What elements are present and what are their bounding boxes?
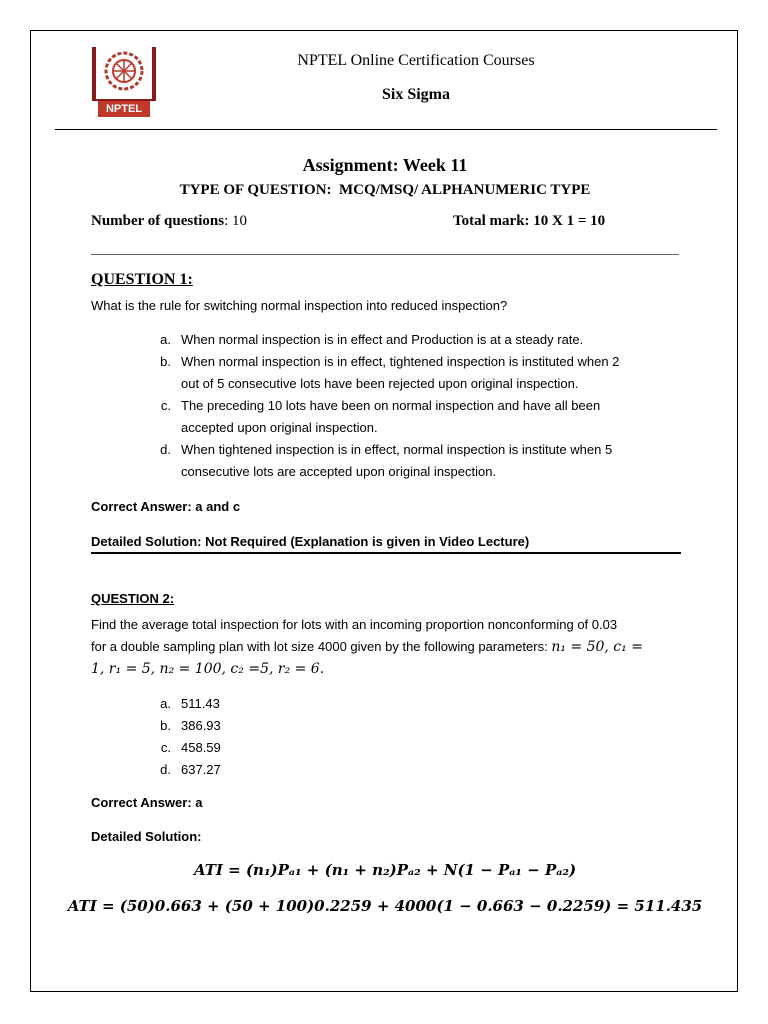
logo-text: NPTEL	[105, 103, 143, 115]
option-label: d.	[160, 762, 171, 777]
question-2-params-2: 1, r₁ = 5, n₂ = 100, c₂ =5, r₂ = 6.	[91, 661, 325, 677]
q2-option-c[interactable]	[151, 737, 351, 759]
question-2-answer: Correct Answer: a	[91, 795, 203, 810]
option-text: accepted upon original inspection.	[181, 420, 378, 435]
question-1-answer: Correct Answer: a and c	[91, 499, 241, 514]
question-2-heading: QUESTION 2:	[91, 591, 175, 606]
assignment-divider	[91, 254, 679, 255]
option-text: When normal inspection is in effect, tightened inspection is instituted when 2	[181, 354, 620, 369]
course-title: Six Sigma	[381, 86, 450, 103]
q1-option-a[interactable]	[151, 329, 679, 351]
option-text: When tightened inspection is in effect, normal inspection is institute when 5	[181, 442, 613, 457]
option-label: a.	[160, 332, 171, 347]
option-text: The preceding 10 lots have been on normal inspection and have all been	[181, 398, 601, 413]
option-text: 637.27	[181, 762, 221, 777]
q1-option-c[interactable]	[151, 395, 679, 439]
option-label: b.	[160, 718, 171, 733]
question-2-line-2-text: for a double sampling plan with lot size 4000 given by the following parameters:	[91, 639, 552, 654]
option-label: a.	[160, 696, 171, 711]
question-2-params-1: n₁ = 50, c₁ =	[551, 639, 643, 655]
num-questions-label: Number of questions	[91, 213, 225, 229]
option-label: b.	[160, 354, 171, 369]
option-label: d.	[160, 442, 171, 457]
option-text: consecutive lots are accepted upon original inspection.	[181, 464, 497, 479]
header-divider	[55, 129, 717, 130]
question-2-line-1: Find the average total inspection for lots with an incoming proportion nonconforming of 0.03	[91, 617, 618, 632]
q1-option-b[interactable]	[151, 351, 679, 395]
assignment-title: Assignment: Week 11	[302, 155, 468, 175]
question-2-solution-label: Detailed Solution:	[91, 829, 202, 844]
q2-option-a[interactable]	[151, 693, 351, 715]
q2-option-b[interactable]	[151, 715, 351, 737]
q1-option-d[interactable]	[151, 439, 679, 483]
question-2-line-2	[91, 639, 643, 655]
option-text: 458.59	[181, 740, 221, 755]
question-1-heading: QUESTION 1:	[91, 271, 193, 288]
option-text: 386.93	[181, 718, 221, 733]
option-label: c.	[160, 398, 171, 413]
option-label: c.	[160, 740, 171, 755]
option-text: out of 5 consecutive lots have been rejected upon original inspection.	[181, 376, 579, 391]
num-questions-value: : 10	[224, 213, 247, 229]
question-1-prompt: What is the rule for switching normal inspection into reduced inspection?	[91, 298, 508, 313]
question-1-solution: Detailed Solution: Not Required (Explanation is given in Video Lecture)	[91, 534, 530, 549]
option-text: When normal inspection is in effect and Production is at a steady rate.	[181, 332, 584, 347]
total-mark: Total mark: 10 X 1 = 10	[453, 213, 606, 229]
ati-formula: ATI = (n₁)Pₐ₁ + (n₁ + n₂)Pₐ₂ + N(1 − Pₐ₁ − Pₐ₂)	[193, 861, 577, 879]
ati-calculation: ATI = (50)0.663 + (50 + 100)0.2259 + 4000(1 − 0.663 − 0.2259) = 511.435	[67, 897, 703, 915]
document-page	[30, 30, 738, 992]
org-title: NPTEL Online Certification Courses	[297, 52, 535, 69]
number-of-questions	[91, 213, 247, 230]
q2-option-d[interactable]	[151, 759, 351, 781]
option-text: 511.43	[181, 696, 220, 711]
question-type-line: TYPE OF QUESTION: MCQ/MSQ/ ALPHANUMERIC TYPE	[179, 182, 591, 198]
question-1-divider	[91, 552, 681, 554]
nptel-logo	[92, 47, 156, 117]
